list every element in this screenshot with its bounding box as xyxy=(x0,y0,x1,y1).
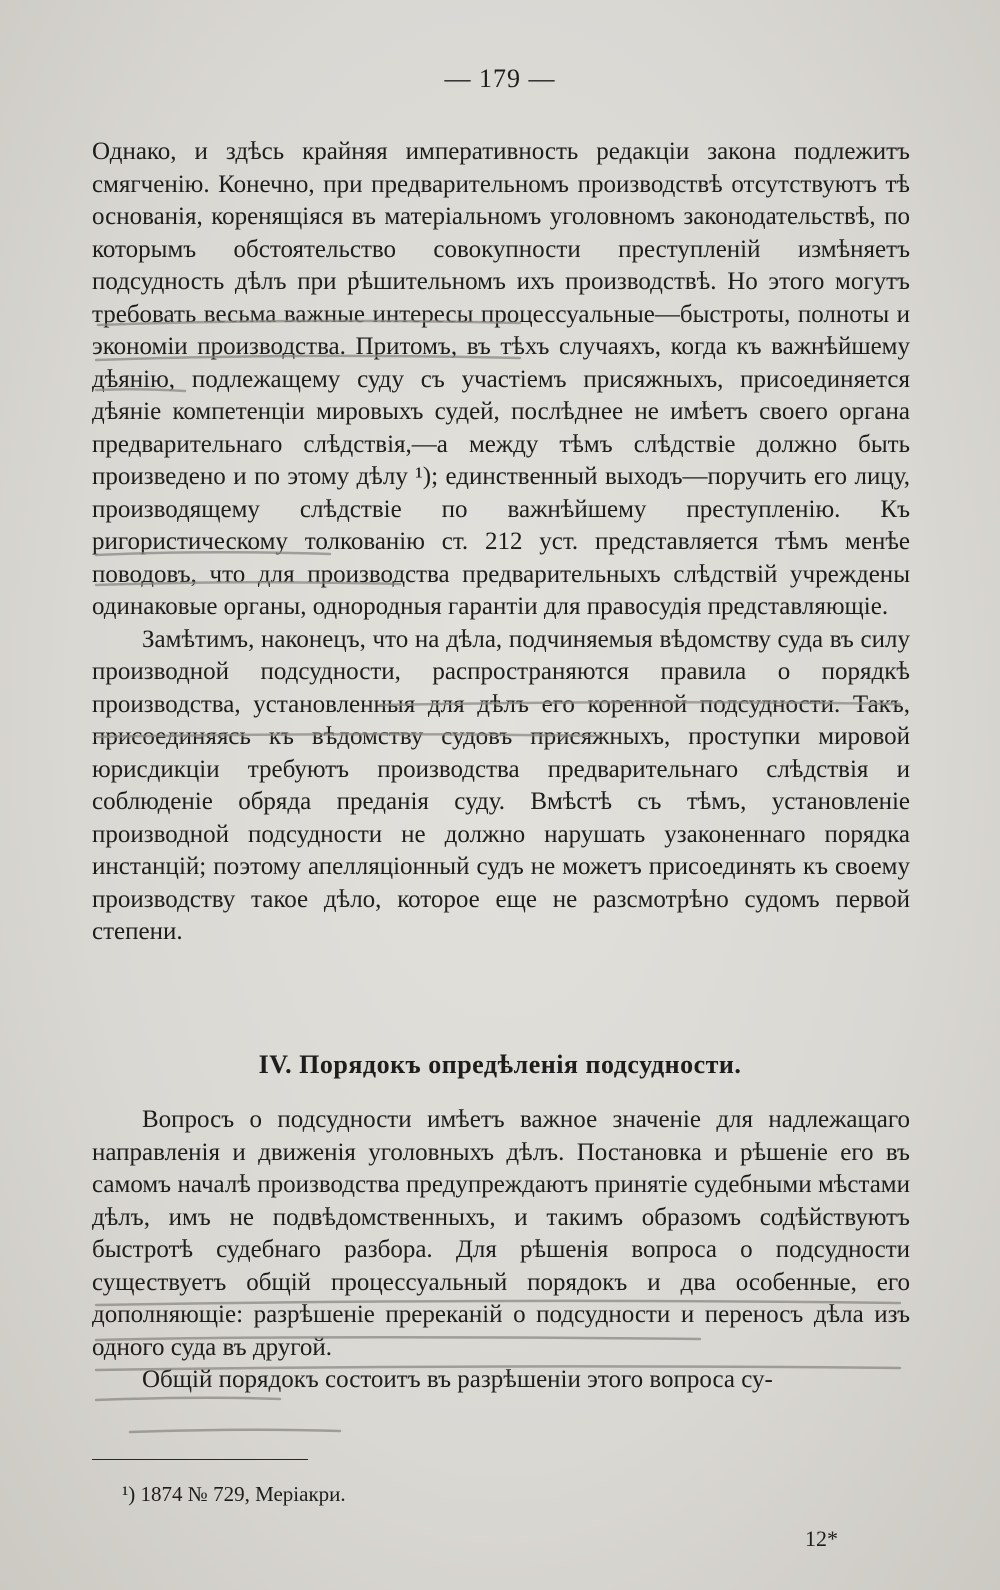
paragraph: Общій порядокъ состоитъ въ разрѣшеніи этого вопроса су- xyxy=(142,1366,773,1393)
section-heading: IV. Порядокъ опредѣленія подсудности. xyxy=(258,1050,742,1079)
page-number: — 179 — xyxy=(444,64,556,93)
footnote-divider xyxy=(92,1459,308,1460)
paragraph: Замѣтимъ, наконецъ, что на дѣла, подчиняемыя вѣдомству суда въ силу производной подсудности, распространяются правила о порядкѣ производства, установленныя для дѣлъ его коренной подсудности. Такъ, присоединяясь къ вѣдомству судовъ присяжныхъ, проступки мировой юрисдикціи требуютъ производства предварительнаго слѣдствія и соблюденіе обряда преданія суду. Вмѣстѣ съ тѣмъ, установленіе производной подсудности не должно нарушать узаконеннаго порядка инстанцій; поэтому апелляціонный судъ не можетъ присоединять къ своему производству такое дѣло, которое еще не разсмотрѣно судомъ первой степени. xyxy=(92,625,910,945)
signature-mark: 12* xyxy=(805,1526,838,1551)
main-text-block xyxy=(92,136,910,949)
paragraph: Однако, и здѣсь крайняя императивность редакціи закона подлежитъ смягченію. Конечно, при предварительномъ производствѣ отсутствуютъ тѣ основанія, коренящіяся въ матеріальномъ уголовномъ законодательствѣ, по которымъ обстоятельство совокупности преступленій измѣняетъ подсудность дѣлъ при рѣшительномъ ихъ производствѣ. Но этого могутъ требовать весьма важные интересы процессуальные—быстроты, полноты и экономіи производства. Притомъ, въ тѣхъ случаяхъ, когда къ важнѣйшему дѣянію, подлежащему суду съ участіемъ присяжныхъ, присоединяется дѣяніе компетенціи мировыхъ судей, послѣднее не имѣетъ своего органа предварительнаго слѣдствія,—а между тѣмъ слѣдствіе должно быть произведено и по этому дѣлу ¹); единственный выходъ—поручить его лицу, производящему слѣдствіе по важнѣйшему преступленію. Къ ригористическому толкованію ст. 212 уст. представляется тѣмъ менѣе поводовъ, что для производства предварительныхъ слѣдствій учреждены одинаковые органы, однородныя гарантіи для правосудія представляющіе. xyxy=(92,138,910,620)
paragraph: Вопросъ о подсудности имѣетъ важное значеніе для надлежащаго направленія и движенія уголовныхъ дѣлъ. Постановка и рѣшеніе его въ самомъ началѣ производства предупреждаютъ принятіе судебными мѣстами дѣлъ, имъ не подвѣдомственныхъ, и такимъ образомъ содѣйствуютъ быстротѣ судебнаго разбора. Для рѣшенія вопроса о подсудности существуетъ общій процессуальный порядокъ и два особенные, его дополняющіе: разрѣшеніе пререканій о подсудности и переносъ дѣла изъ одного суда въ другой. xyxy=(92,1106,910,1361)
section-text-block xyxy=(92,1104,910,1397)
footnote: ¹) 1874 № 729, Меріакри. xyxy=(122,1482,346,1506)
